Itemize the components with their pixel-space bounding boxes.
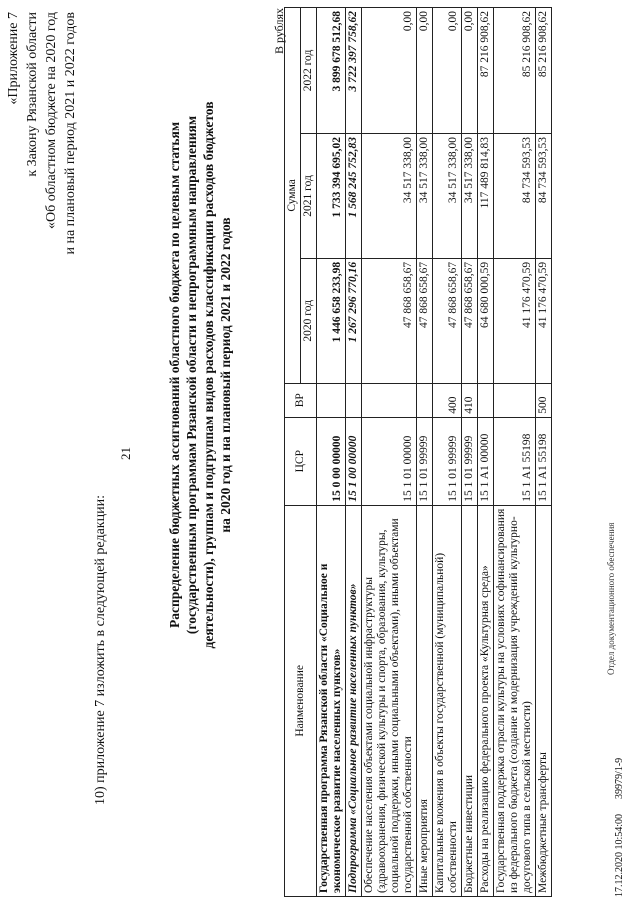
cell-name: Бюджетные инвестиции (462, 505, 478, 896)
table-row (346, 8, 362, 897)
annex-line: «Приложение 7 (6, 12, 21, 105)
cell-csr: 15 1 01 00000 (362, 417, 417, 505)
cell-csr: 15 0 00 00000 (317, 417, 346, 505)
cell-2022: 0,00 (362, 8, 417, 134)
annex-line: и на плановый период 2021 и 2022 годов (63, 12, 78, 255)
header-2021: 2021 год (301, 133, 317, 258)
cell-2020: 47 868 658,67 (433, 258, 462, 383)
cell-vr (494, 383, 536, 417)
cell-vr: 410 (462, 383, 478, 417)
cell-vr (417, 383, 433, 417)
cell-csr: 15 1 00 00000 (346, 417, 362, 505)
table-row (478, 8, 494, 897)
table-row (462, 8, 478, 897)
cell-2021: 34 517 338,00 (362, 133, 417, 258)
table-row (417, 8, 433, 897)
cell-csr: 15 1 A1 00000 (478, 417, 494, 505)
budget-table (284, 7, 552, 897)
cell-name: Государственная поддержка отрасли культуры на условиях софинансирования из федерального бюджета (создание и модернизация учреждений культурно-досугового типа в сельской местности) (494, 505, 536, 896)
table-row (362, 8, 417, 897)
cell-2021: 34 517 338,00 (433, 133, 462, 258)
cell-2021: 117 489 814,83 (478, 133, 494, 258)
cell-2022: 85 216 908,62 (536, 8, 552, 134)
cell-2022: 3 722 397 758,62 (346, 8, 362, 134)
cell-2020: 47 868 658,67 (362, 258, 417, 383)
cell-2022: 0,00 (433, 8, 462, 134)
table-row (494, 8, 536, 897)
table-row (433, 8, 462, 897)
annex-line: «Об областном бюджете на 2020 год (44, 12, 59, 229)
cell-name: Обеспечение населения объектами социальной инфраструктуры (здравоохранения, физической культуры и спорта, образования, культуры, социальной поддержки, иными социальными объектами), иными объектами государственной собственности (362, 505, 417, 896)
cell-vr (362, 383, 417, 417)
units-label: В рублях (272, 8, 286, 55)
cell-name: Межбюджетные трансферты (536, 505, 552, 896)
cell-csr: 15 1 01 99999 (433, 417, 462, 505)
cell-vr (317, 383, 346, 417)
cell-vr: 500 (536, 383, 552, 417)
footer-datetime: 17.12.2020 10:54:00 (614, 813, 625, 897)
table-row (317, 8, 346, 897)
cell-2020: 41 176 470,59 (494, 258, 536, 383)
cell-2021: 34 517 338,00 (462, 133, 478, 258)
cell-2021: 34 517 338,00 (417, 133, 433, 258)
cell-csr: 15 1 A1 55198 (494, 417, 536, 505)
department-stamp: Отдел документационного обеспечения (606, 522, 616, 675)
header-name: Наименование (285, 505, 317, 896)
header-vr: ВР (285, 383, 317, 417)
cell-2022: 0,00 (462, 8, 478, 134)
header-2022: 2022 год (301, 8, 317, 134)
cell-name: Расходы на реализацию федерального проекта «Культурная среда» (478, 505, 494, 896)
cell-csr: 15 1 01 99999 (417, 417, 433, 505)
footer-doc-id: 39979/1-9 (614, 757, 625, 799)
annex-header (4, 12, 80, 255)
cell-2020: 1 446 658 233,98 (317, 258, 346, 383)
header-2020: 2020 год (301, 258, 317, 383)
cell-2020: 41 176 470,59 (536, 258, 552, 383)
cell-2020: 47 868 658,67 (417, 258, 433, 383)
cell-2022: 85 216 908,62 (494, 8, 536, 134)
footer-line (614, 758, 625, 897)
cell-2020: 64 680 000,59 (478, 258, 494, 383)
cell-name: Капитальные вложения в объекты государственной (муниципальной) собственности (433, 505, 462, 896)
cell-csr: 15 1 01 99999 (462, 417, 478, 505)
cell-name: Подпрограмма «Социальное развитие населенных пунктов» (346, 505, 362, 896)
cell-2021: 84 734 593,53 (494, 133, 536, 258)
document-title: Распределение бюджетных ассигнований областного бюджета по целевым статьям (государственным программам Рязанской области и непрограммным направлениям деятельности), группам и подгруппам видов расходов классификации расходов бюджетов на 2020 год и на плановый период 2021 и 2022 годов (167, 101, 233, 649)
cell-csr: 15 1 A1 55198 (536, 417, 552, 505)
cell-name: Государственная программа Рязанской области «Социальное и экономическое развитие населенных пунктов» (317, 505, 346, 896)
cell-vr (346, 383, 362, 417)
cell-2022: 0,00 (417, 8, 433, 134)
cell-vr (478, 383, 494, 417)
cell-2022: 3 899 678 512,68 (317, 8, 346, 134)
cell-2022: 87 216 908,62 (478, 8, 494, 134)
cell-2021: 84 734 593,53 (536, 133, 552, 258)
cell-2021: 1 568 245 752,83 (346, 133, 362, 258)
annex-line: к Закону Рязанской области (25, 12, 40, 177)
table-row (536, 8, 552, 897)
header-sum: Сумма (285, 8, 301, 384)
header-csr: ЦСР (285, 417, 317, 505)
cell-2020: 47 868 658,67 (462, 258, 478, 383)
intro-text: 10) приложение 7 изложить в следующей редакции: (93, 495, 108, 805)
page-number: 21 (118, 447, 133, 460)
cell-vr: 400 (433, 383, 462, 417)
cell-2020: 1 267 296 770,16 (346, 258, 362, 383)
cell-name: Иные мероприятия (417, 505, 433, 896)
cell-2021: 1 733 394 695,02 (317, 133, 346, 258)
